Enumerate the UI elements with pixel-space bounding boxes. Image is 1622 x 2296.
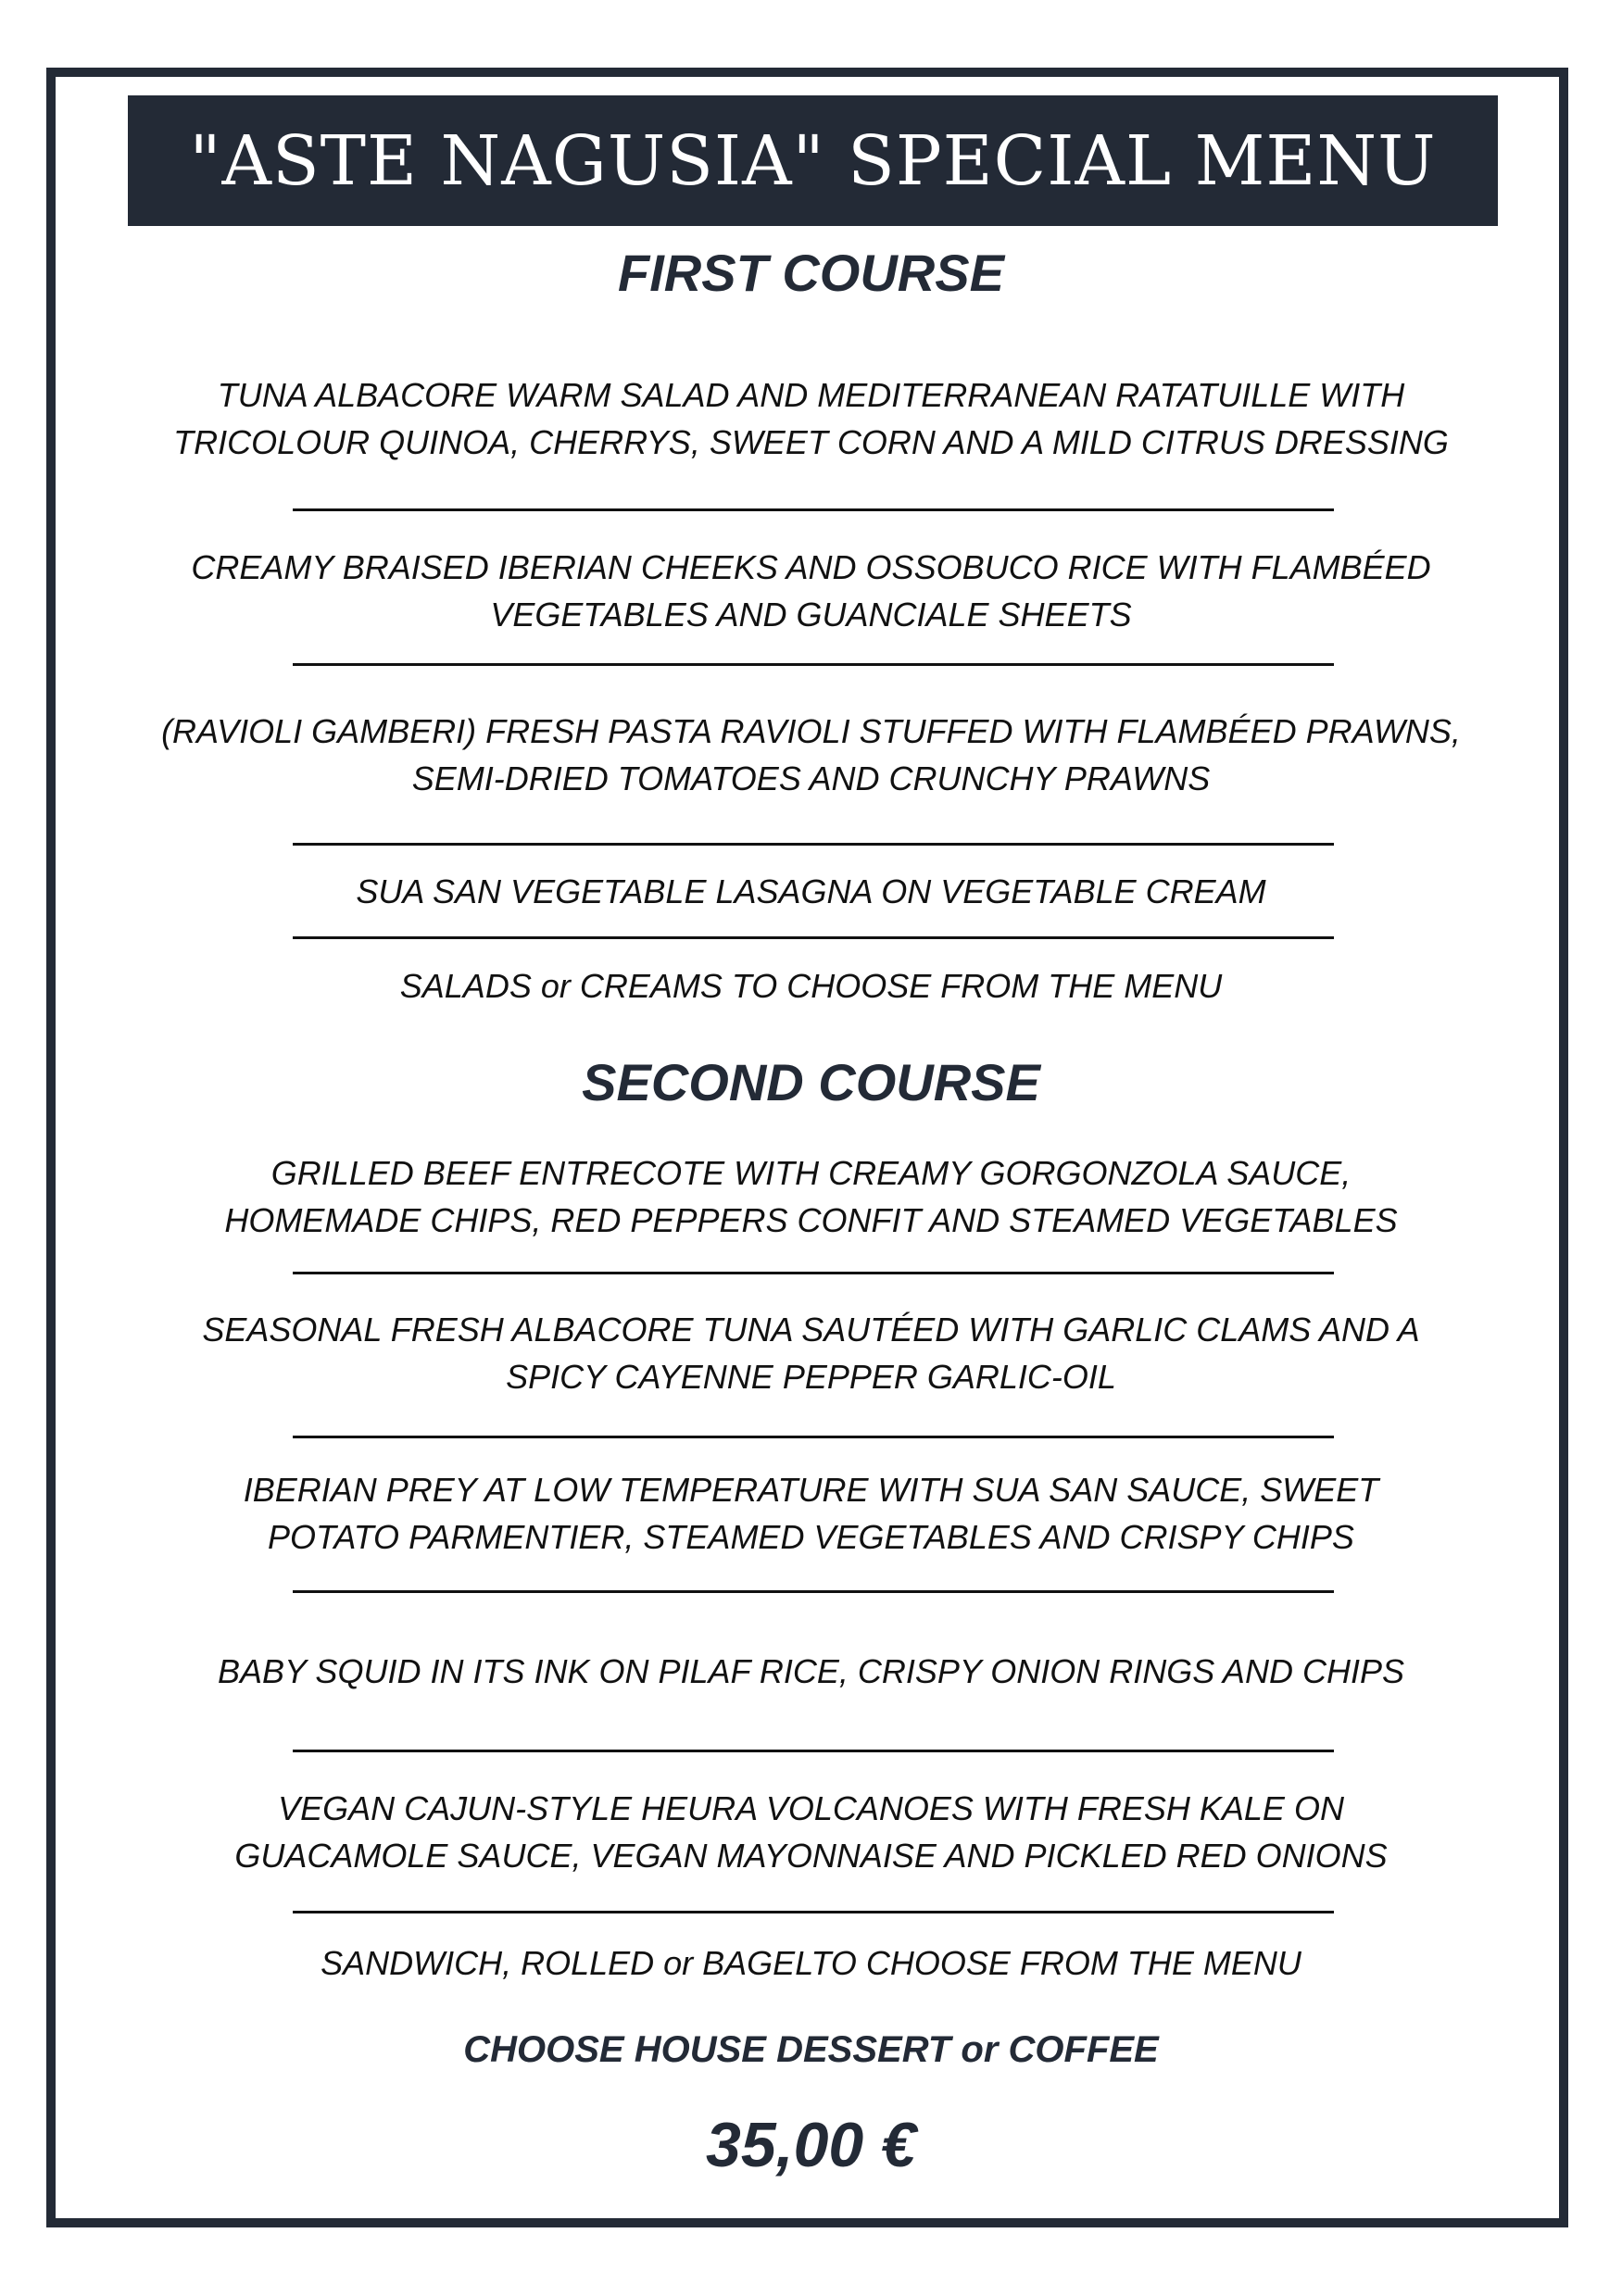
second-course-dish-6 (0, 1939, 1622, 1987)
dish-separator (293, 1590, 1334, 1593)
dish-line: SPICY CAYENNE PEPPER GARLIC-OIL (506, 1358, 1116, 1396)
dish-line: GRILLED BEEF ENTRECOTE WITH CREAMY GORGONZOLA SAUCE, (270, 1154, 1352, 1192)
dish-line: TRICOLOUR QUINOA, CHERRYS, SWEET CORN AND A MILD CITRUS DRESSING (173, 423, 1449, 461)
dish-separator (293, 1272, 1334, 1274)
dish-line: SEMI-DRIED TOMATOES AND CRUNCHY PRAWNS (411, 759, 1211, 797)
dish-line: TUNA ALBACORE WARM SALAD AND MEDITERRANEAN RATATUILLE WITH (217, 376, 1405, 414)
dish-separator (293, 936, 1334, 939)
first-course-dish-1 (0, 371, 1622, 466)
dish-separator (293, 1436, 1334, 1438)
menu-title: "ASTE NAGUSIA" SPECIAL MENU (189, 120, 1437, 201)
dish-line: CREAMY BRAISED IBERIAN CHEEKS AND OSSOBUCO RICE WITH FLAMBÉED (191, 548, 1431, 586)
dish-line: GUACAMOLE SAUCE, VEGAN MAYONNAISE AND PICKLED RED ONIONS (234, 1837, 1388, 1875)
dish-line: SEASONAL FRESH ALBACORE TUNA SAUTÉED WITH GARLIC CLAMS AND A (202, 1311, 1420, 1349)
second-course-dish-1 (0, 1149, 1622, 1244)
dish-line: SANDWICH, ROLLED or BAGELTO CHOOSE FROM THE MENU (321, 1944, 1301, 1982)
menu-price: 35,00 € (706, 2110, 916, 2180)
title-banner (128, 95, 1498, 226)
dish-line: IBERIAN PREY AT LOW TEMPERATURE WITH SUA SAN SAUCE, SWEET (243, 1471, 1379, 1509)
second-course-dish-2 (0, 1306, 1622, 1400)
dish-line: SUA SAN VEGETABLE LASAGNA ON VEGETABLE CREAM (356, 872, 1266, 910)
dish-line: SALADS or CREAMS TO CHOOSE FROM THE MENU (399, 967, 1223, 1005)
dessert-note: CHOOSE HOUSE DESSERT or COFFEE (463, 2029, 1159, 2070)
dish-line: VEGETABLES AND GUANCIALE SHEETS (490, 596, 1132, 634)
first-course-heading: FIRST COURSE (618, 244, 1004, 302)
dish-line: BABY SQUID IN ITS INK ON PILAF RICE, CRISPY ONION RINGS AND CHIPS (218, 1652, 1404, 1690)
dish-line: POTATO PARMENTIER, STEAMED VEGETABLES AND CRISPY CHIPS (268, 1518, 1354, 1556)
dish-line: (RAVIOLI GAMBERI) FRESH PASTA RAVIOLI STUFFED WITH FLAMBÉED PRAWNS, (161, 712, 1461, 750)
second-course-dish-4 (0, 1648, 1622, 1695)
second-course-dish-3 (0, 1466, 1622, 1561)
dish-separator (293, 1750, 1334, 1752)
dish-separator (293, 1911, 1334, 1913)
dish-line: VEGAN CAJUN-STYLE HEURA VOLCANOES WITH FRESH KALE ON (278, 1789, 1344, 1827)
dish-separator (293, 843, 1334, 846)
second-course-dish-5 (0, 1785, 1622, 1879)
dish-line: HOMEMADE CHIPS, RED PEPPERS CONFIT AND STEAMED VEGETABLES (224, 1201, 1398, 1239)
first-course-dish-4 (0, 868, 1622, 915)
dish-separator (293, 663, 1334, 666)
first-course-dish-5 (0, 962, 1622, 1010)
second-course-heading: SECOND COURSE (582, 1053, 1040, 1111)
dish-separator (293, 508, 1334, 511)
first-course-dish-3 (0, 708, 1622, 802)
first-course-dish-2 (0, 544, 1622, 638)
